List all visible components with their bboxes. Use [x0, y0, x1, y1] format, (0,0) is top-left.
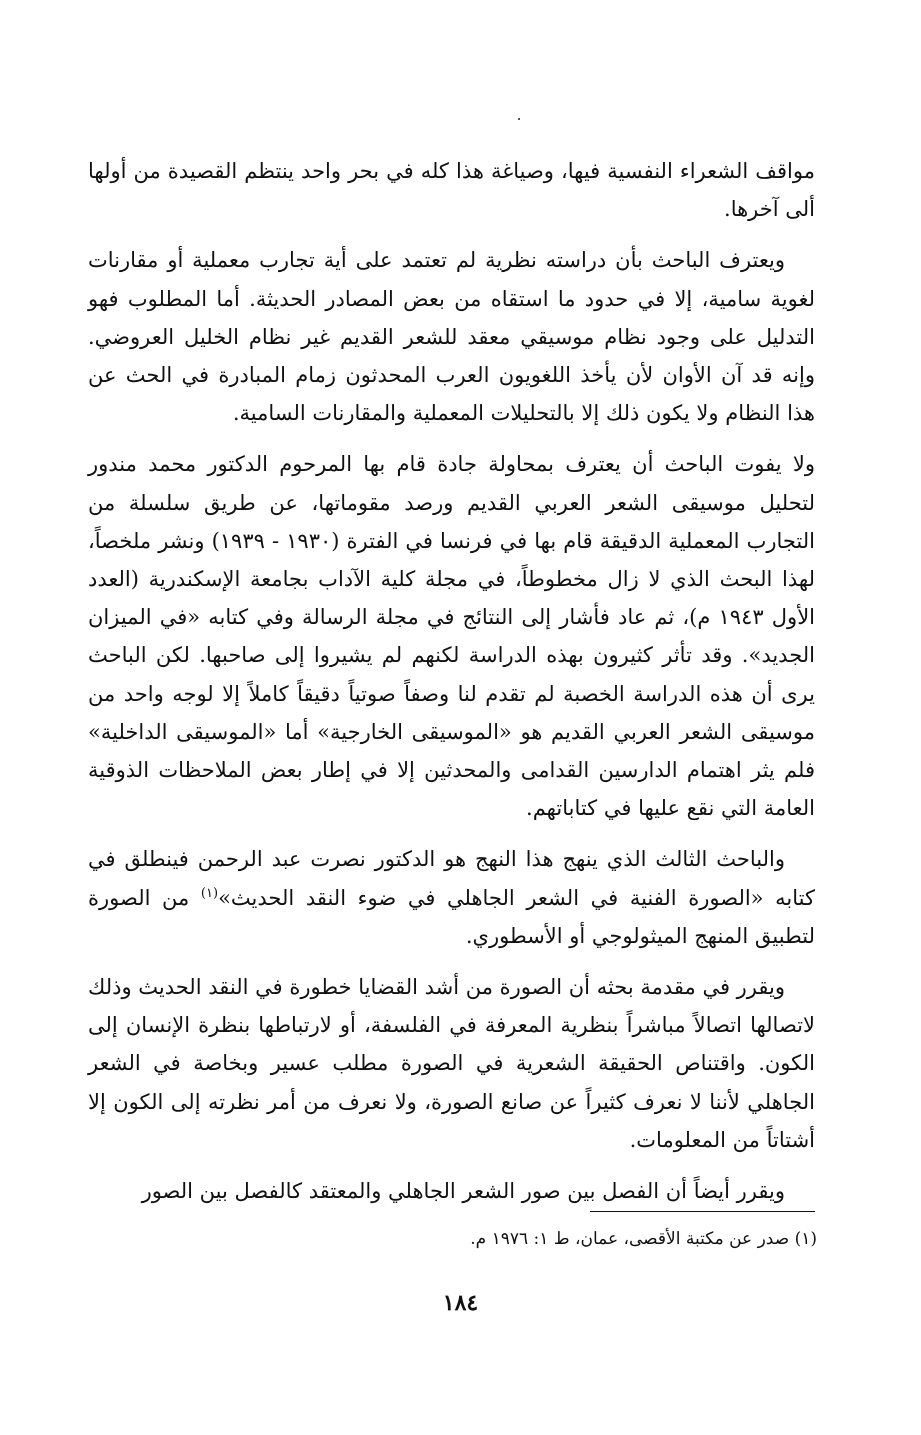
paragraph-3: ولا يفوت الباحث أن يعترف بمحاولة جادة قام بها المرحوم الدكتور محمد مندور لتحليل موسيقى الشعر العربي القديم ورصد مقوماتها، عن طريق سلسلة من التجارب المعملية الدقيقة قام بها في فرنسا في الفترة (١٩٣٠ - ١٩٣٩) ونشر ملخصاً، لهذا البحث الذي لا زال مخطوطاً، في مجلة كلية الآداب بجامعة الإسكندرية (العدد الأول ١٩٤٣ م)، ثم عاد فأشار إلى النتائج في مجلة الرسالة وفي كتابه «في الميزان الجديد». وقد تأثر كثيرون بهذه الدراسة لكنهم لم يشيروا إلى صاحبها. لكن الباحث يرى أن هذه الدراسة الخصبة لم تقدم لنا وصفاً صوتياً دقيقاً كاملاً إلا لوجه واحد من موسيقى الشعر العربي القديم هو «الموسيقى الخارجية» أما «الموسيقى الداخلية» فلم يثر اهتمام الدارسين القدامى والمحدثين إلا في إطار بعض الملاحظات الذوقية العامة التي نقع عليها في كتاباتهم. [88, 452, 816, 821]
body-text [88, 152, 815, 1223]
footnote-reference: (١) [200, 885, 219, 901]
paragraph-5: ويقرر في مقدمة بحثه أن الصورة من أشد القضايا خطورة في النقد الحديث وذلك لاتصالها اتصالاً مباشراً بنظرية المعرفة في الفلسفة، أو لارتباطها بنظرة الإنسان إلى الكون. واقتناص الحقيقة الشعرية في الصورة مطلب عسير وبخاصة في الشعر الجاهلي لأننا لا نعرف كثيراً عن صانع الصورة، ولا نعرف من أمر نظرته إلى الكون إلا أشتاتاً من المعلومات. [88, 975, 815, 1152]
page-number: ١٨٤ [442, 1290, 479, 1316]
footnote-divider [590, 1211, 815, 1212]
page-speck [518, 118, 520, 120]
paragraph-2: ويعترف الباحث بأن دراسته نظرية لم تعتمد على أية تجارب معملية أو مقارنات لغوية سامية، إلا في حدود ما استقاه من بعض المصادر الحديثة. أما المطلوب فهو التدليل على وجود نظام موسيقي معقد للشعر القديم غير نظام الخليل العروضي. وإنه قد آن الأوان لأن يأخذ اللغويون العرب المحدثون زمام المبادرة في الحث عن هذا النظام ولا يكون ذلك إلا بالتحليلات المعملية والمقارنات السامية. [88, 248, 815, 426]
paragraph-4 [88, 840, 815, 955]
footnote: (١) صدر عن مكتبة الأقصى، عمان، ط ١: ١٩٧٦ م. [470, 1229, 817, 1249]
paragraph-4-text: والباحث الثالث الذي ينهج هذا النهج هو الدكتور نصرت عبد الرحمن فينطلق في كتابه «الصورة الفنية في الشعر الجاهلي في ضوء النقد الحديث» [88, 847, 815, 910]
paragraph-6: ويقرر أيضاً أن الفصل بين صور الشعر الجاهلي والمعتقد كالفصل بين الصور [141, 1179, 785, 1204]
paragraph-4-tail: من الصورة لتطبيق المنهج الميثولوجي أو الأسطوري. [88, 885, 815, 948]
paragraph-1: مواقف الشعراء النفسية فيها، وصياغة هذا كله في بحر واحد ينتظم القصيدة من أولها ألى آخرها. [88, 159, 815, 222]
